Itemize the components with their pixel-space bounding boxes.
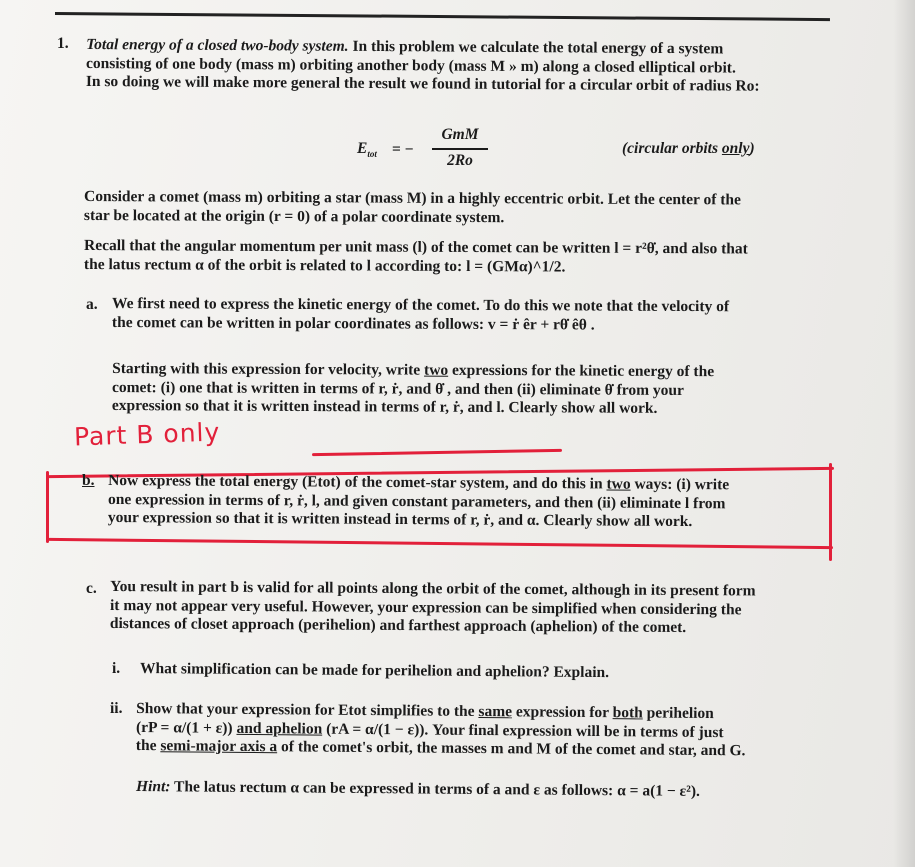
problem-intro — [86, 36, 846, 97]
part-c-ii-text: Show that your expression for Etot simplifies to the same expression for both perihelion (rP = α/(1 + ε)) and aphelion (rA = α/(1 − ε)). Your final expression will be in terms of just the semi-major axis a of the comet's orbit, the masses m and M of the comet and star, and G. — [135, 700, 746, 760]
intro-line-3: In so doing we will make more general the result we found in tutorial for a circular orbit of radius Ro: — [85, 72, 760, 95]
part-c-i-label: i. — [112, 660, 121, 677]
circular-orbits-note: (circular orbits only) — [622, 140, 755, 157]
part-c-ii-label: ii. — [110, 700, 123, 717]
intro-line-1: In this problem we calculate the total energy of a system — [348, 37, 724, 58]
problem-title: Total energy of a closed two-body system. — [86, 36, 349, 55]
part-b-only-annotation: Part B only — [73, 417, 221, 452]
highlight-box-bottom — [48, 538, 833, 549]
comet-paragraph: Consider a comet (mass m) orbiting a star (mass M) in a highly eccentric orbit. Let the center of the star be located at the origin (r = 0) of a polar coordinate system. — [83, 188, 742, 226]
page-edge-shadow — [893, 0, 915, 867]
part-a-label: a. — [86, 296, 98, 313]
highlight-box-left — [46, 471, 49, 543]
part-b-label: b. — [82, 472, 95, 489]
equals-sign: = − — [392, 141, 414, 158]
hint-line — [136, 778, 836, 803]
fraction-bar — [432, 148, 488, 150]
top-rule — [55, 12, 830, 21]
intro-line-2: consisting of one body (mass m) orbiting another body (mass M » m) along a closed elliptical orbit. — [85, 54, 736, 77]
energy-symbol: $E_{tot}$ — [357, 140, 377, 160]
part-b-text: Now express the total energy (Etot) of the comet-star system, and do this in two ways: (i) write one expression in terms of r, ṙ, l, and given constant parameters, and then (ii) eliminate l from your expression so that it is written instead in terms of r, ṙ, and α. Clearly show all work. — [107, 472, 730, 531]
recall-paragraph: Recall that the angular momentum per unit mass (l) of the comet can be written l = r²θ̇, and also that the latus rectum α of the orbit is related to l according to: l = (GMα)^1/2. — [83, 237, 748, 276]
part-a-text: We first need to express the kinetic energy of the comet. To do this we note that the velocity of the comet can be written in polar coordinates as follows: v = ṙ êr + rθ̇ êθ . — [111, 295, 730, 334]
problem-number: 1. — [57, 35, 69, 52]
hint-label: Hint: — [135, 778, 171, 796]
part-a-instructions: Starting with this expression for velocity, write two expressions for the kinetic energy of the comet: (i) one that is written in terms of r, ṙ, and θ̇ , and then (ii) eliminate θ̇ from your expression so that it is written instead in terms of r, ṙ, and l. Clearly show all work. — [111, 360, 715, 417]
part-c-i-text: What simplification can be made for perihelion and aphelion? Explain. — [139, 660, 610, 682]
part-c-text: You result in part b is valid for all points along the orbit of the comet, although in its present form it may not appear very useful. However, your expression can be simplified when considering the distances of closet approach (perihelion) and farthest approach (aphelion) of the comet. — [109, 578, 756, 637]
part-c-label: c. — [86, 580, 97, 597]
hint-text: The latus rectum α can be expressed in terms of a and ε as follows: α = a(1 − ε²). — [170, 778, 700, 800]
fraction-denominator: 2Ro — [447, 152, 473, 169]
fraction-numerator: GmM — [441, 126, 479, 143]
annotation-stroke-top — [312, 449, 562, 456]
